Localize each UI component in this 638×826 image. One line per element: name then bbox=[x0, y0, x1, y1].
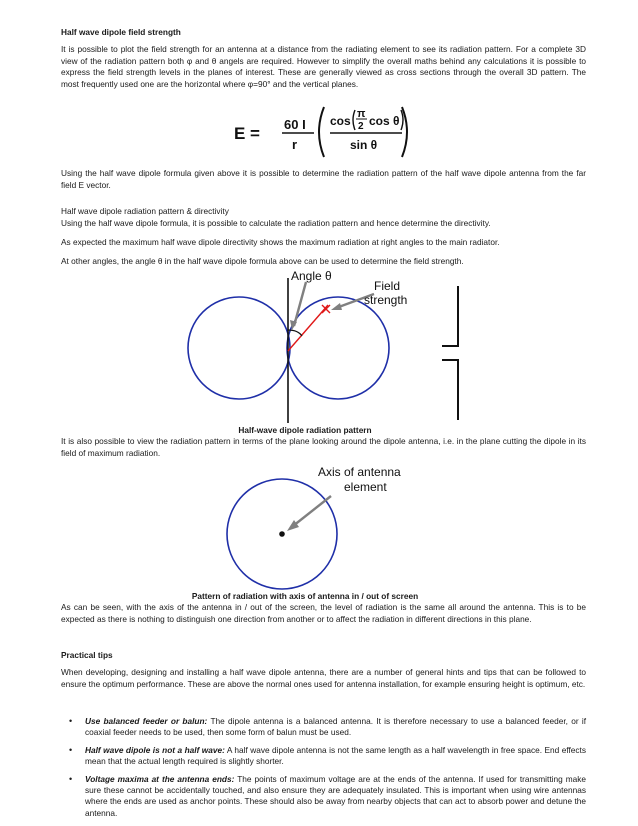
field-label-line1: Field bbox=[374, 279, 401, 293]
paragraph-tips-intro: When developing, designing and installing a half wave dipole antenna, there are a number of general hints and tips that can be followed to ensure the optimum performance. These are above the normal ones used for antenna installation, for example ensuring height is optimum, etc. bbox=[61, 667, 586, 689]
figure1-caption: Half-wave dipole radiation pattern bbox=[238, 425, 372, 435]
figure2-caption: Pattern of radiation with axis of antenna in / out of screen bbox=[191, 591, 419, 601]
angle-label: Angle θ bbox=[291, 269, 332, 283]
axis-label-line1: Axis of antenna bbox=[318, 465, 401, 479]
eq-coef-num: 60 I bbox=[284, 117, 306, 132]
paragraph-directivity: Using the half wave dipole formula, it is possible to calculate the radiation pattern and hence determine the directivity. bbox=[61, 218, 491, 228]
tip-item bbox=[61, 774, 586, 820]
dipole-upper-element bbox=[442, 286, 458, 346]
tips-list bbox=[61, 716, 586, 825]
tip-text: A half wave dipole antenna is not the same length as a half wavelength in free space. End effects mean that the actual length required is slightly shorter. bbox=[85, 744, 587, 767]
dipole-radiation-pattern-figure bbox=[180, 268, 470, 428]
tip-text: The points of maximum voltage are at the ends of the antenna. If used for transmitting make sure these cannot be accidentally touched, and also ensure they are adequately insulated. This is important when using wire antennas where the ends are used as anchor points. These should also be away from nearby objects that can act to absorb power and detune the antenna. bbox=[85, 773, 586, 818]
section-heading-practical-tips: Practical tips bbox=[61, 650, 113, 660]
eq-cos-inner: cos θ bbox=[369, 114, 400, 128]
tip-item bbox=[61, 745, 586, 768]
bullet-dot: • bbox=[69, 716, 73, 726]
left-lobe bbox=[188, 297, 290, 399]
dipole-lower-element bbox=[442, 360, 458, 420]
tip-title: Half wave dipole is not a half wave: bbox=[85, 744, 225, 755]
tip-text: The dipole antenna is a balanced antenna. It is therefore necessary to use a balanced feeder, or if coaxial feeder needs to be used, then some form of balun must be used. bbox=[85, 716, 587, 738]
field-point-marker bbox=[322, 305, 330, 313]
bullet-dot: • bbox=[69, 773, 73, 784]
eq-lhs: E = bbox=[234, 124, 260, 143]
section-heading-field-strength: Half wave dipole field strength bbox=[61, 27, 181, 37]
field-strength-vector bbox=[288, 305, 328, 351]
paragraph-max-directivity: As expected the maximum half wave dipole directivity shows the maximum radiation at right angles to the main radiator. bbox=[61, 237, 500, 247]
eq-coef-den: r bbox=[292, 137, 298, 152]
subheading-radiation-pattern: Half wave dipole radiation pattern & directivity bbox=[61, 206, 229, 216]
antenna-axis-point bbox=[279, 531, 285, 537]
tip-title: Use balanced feeder or balun: bbox=[85, 716, 208, 726]
paragraph-plane-view: It is also possible to view the radiation pattern in terms of the plane looking around the dipole antenna, i.e. in the plane cutting the dipole in its field of maximum radiation. bbox=[61, 436, 586, 458]
field-strength-equation bbox=[230, 103, 410, 161]
eq-cos-open: cos bbox=[330, 114, 351, 128]
right-lobe bbox=[287, 297, 389, 399]
field-label-line2: strength bbox=[364, 293, 408, 307]
axis-label-line2: element bbox=[344, 480, 387, 494]
tip-title: Voltage maxima at the antenna ends: bbox=[85, 773, 235, 784]
axis-out-of-screen-figure bbox=[215, 462, 430, 590]
eq-sin: sin θ bbox=[350, 138, 378, 152]
paragraph-field-strength: It is possible to plot the field strength for an antenna at a distance from the radiating element to see its radiation pattern. For a complete 3D view of the radiation pattern both φ and θ angels are required. However to simplify the overall maths behind any calculations it is possible to express the field strength levels in the planes of interest. These are generally viewed as cross sections through the overall 3D pattern. The most frequently used one are the horizontal where φ=90° and the vertical planes. bbox=[61, 44, 586, 89]
angle-pointer-arrow bbox=[294, 282, 306, 326]
paragraph-other-angles: At other angles, the angle θ in the half wave dipole formula above can be used to determine the field strength. bbox=[61, 256, 464, 266]
eq-two: 2 bbox=[358, 121, 364, 132]
eq-pi: π bbox=[357, 108, 366, 120]
paragraph-axis-explanation: As can be seen, with the axis of the antenna in / out of the screen, the level of radiation is the same all around the antenna. This is to be expected as there is nothing to distinguish one direction from another or to affect the radiation in different directions in this plane. bbox=[61, 602, 586, 624]
paragraph-formula-use: Using the half wave dipole formula given above it is possible to determine the radiation pattern of the half wave dipole antenna from the far field E vector. bbox=[61, 168, 586, 190]
axis-pointer-arrow bbox=[293, 496, 331, 526]
bullet-dot: • bbox=[69, 744, 73, 755]
tip-item bbox=[61, 716, 586, 739]
